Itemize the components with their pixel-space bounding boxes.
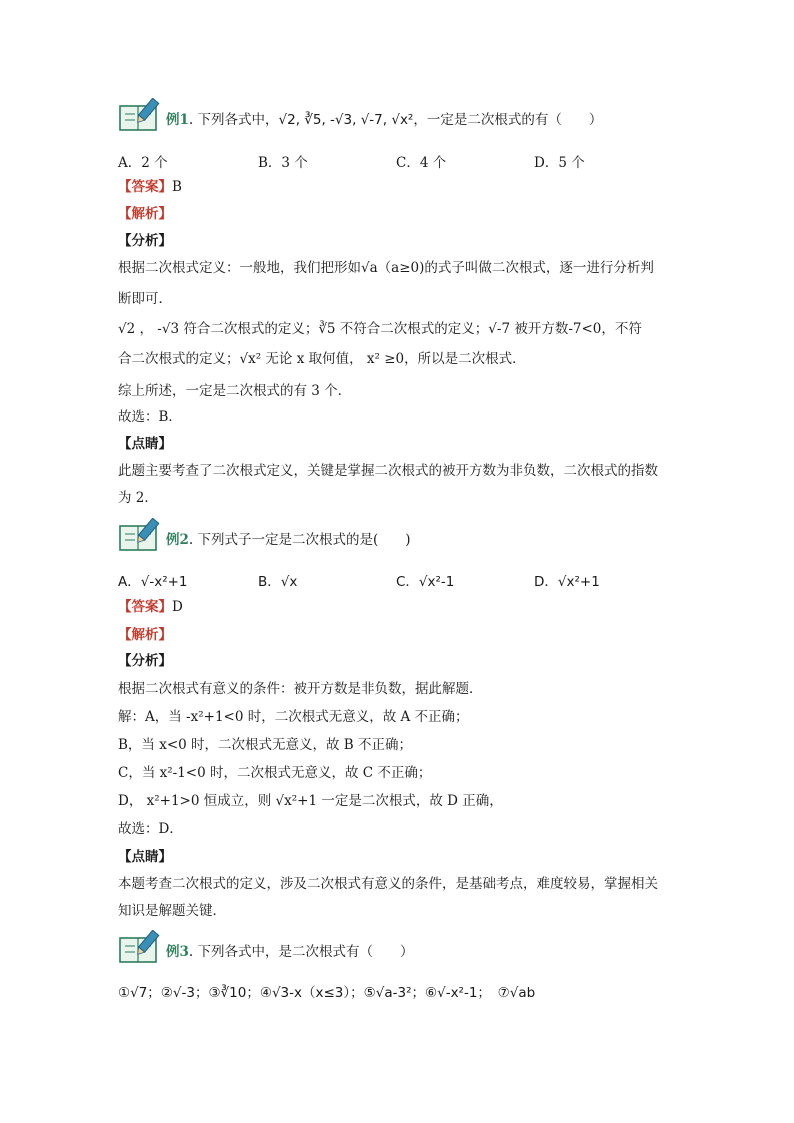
body-line: √2 ， -√3 符合二次根式的定义；∛5 不符合二次根式的定义；√-7 被开方数-7<0，不符 (118, 321, 642, 337)
dianjing-label: 【点睛】 (118, 436, 172, 452)
example-tag: 例 (166, 944, 180, 960)
fenxi-label: 【分析】 (118, 653, 172, 669)
answer-label: 【答案】 (118, 179, 172, 195)
example-number: 2 (179, 532, 189, 548)
summary-line: 为 2． (118, 490, 158, 506)
example-1-question (166, 108, 602, 128)
example-3-items: ①√7；②√-3；③∛10；④√3-x（x≤3）；⑤√a-3²；⑥√-x²-1； ⑦√ab (118, 985, 536, 1001)
body-line: 根据二次根式有意义的条件：被开方数是非负数，据此解题． (118, 681, 483, 697)
body-line: 根据二次根式定义：一般地，我们把形如√a（a≥0)的式子叫做二次根式，逐一进行分析判 (118, 260, 654, 276)
body-line: 故选：B． (118, 409, 182, 425)
book-pencil-icon (118, 98, 162, 134)
example-1-options (118, 151, 618, 169)
body-line: 解：A，当 -x²+1<0 时，二次根式无意义，故 A 不正确； (118, 709, 469, 725)
example-number: 1 (179, 112, 189, 128)
summary-line: 本题考查二次根式的定义，涉及二次根式有意义的条件，是基础考点，难度较易，掌握相关 (118, 876, 658, 892)
answer-value: D (172, 599, 183, 615)
answer-line (118, 178, 182, 196)
summary-line: 知识是解题关键． (118, 903, 226, 919)
example-tag: 例 (166, 532, 180, 548)
body-line: C，当 x²-1<0 时，二次根式无意义，故 C 不正确； (118, 765, 432, 781)
summary-line: 此题主要考查了二次根式定义，关键是掌握二次根式的被开方数为非负数，二次根式的指数 (118, 463, 658, 479)
answer-label: 【答案】 (118, 599, 172, 615)
example-2-question (166, 528, 411, 548)
option-c[interactable]: C．4 个 (396, 155, 447, 171)
example-tag: 例 (166, 112, 180, 128)
example-2-options (118, 570, 618, 588)
question-expression: √2, ∛5, -√3, √-7, √x² (278, 112, 414, 128)
question-prefix: . 下列各式中， (188, 112, 279, 128)
answer-value: B (172, 179, 182, 195)
option-b[interactable]: B．√x (258, 574, 298, 590)
question-suffix: ，一定是二次根式的有（ ） (413, 112, 603, 128)
example-3-question (166, 940, 414, 960)
book-pencil-icon (118, 518, 162, 554)
option-d[interactable]: D．√x²+1 (534, 574, 600, 590)
question-prefix: . 下列式子一定是二次根式的是( ) (188, 532, 411, 548)
body-line: B，当 x<0 时，二次根式无意义，故 B 不正确； (118, 737, 413, 753)
body-line: 故选：D． (118, 821, 183, 837)
option-d[interactable]: D．5 个 (534, 155, 585, 171)
answer-line (118, 598, 183, 616)
option-c[interactable]: C．√x²-1 (396, 574, 455, 590)
body-line: D， x²+1>0 恒成立，则 √x²+1 一定是二次根式，故 D 正确， (118, 793, 503, 809)
analysis-label: 【解析】 (118, 206, 172, 222)
fenxi-label: 【分析】 (118, 233, 172, 249)
question-prefix: . 下列各式中，是二次根式有（ ） (188, 944, 414, 960)
body-line: 断即可． (118, 291, 172, 307)
analysis-label: 【解析】 (118, 627, 172, 643)
body-line: 合二次根式的定义；√x² 无论 x 取何值， x² ≥0，所以是二次根式． (118, 351, 526, 367)
option-a[interactable]: A．2 个 (118, 155, 168, 171)
option-b[interactable]: B．3 个 (258, 155, 308, 171)
dianjing-label: 【点睛】 (118, 849, 172, 865)
example-number: 3 (179, 944, 189, 960)
option-a[interactable]: A．√-x²+1 (118, 574, 188, 590)
book-pencil-icon (118, 930, 162, 966)
body-line: 综上所述，一定是二次根式的有 3 个． (118, 383, 352, 399)
